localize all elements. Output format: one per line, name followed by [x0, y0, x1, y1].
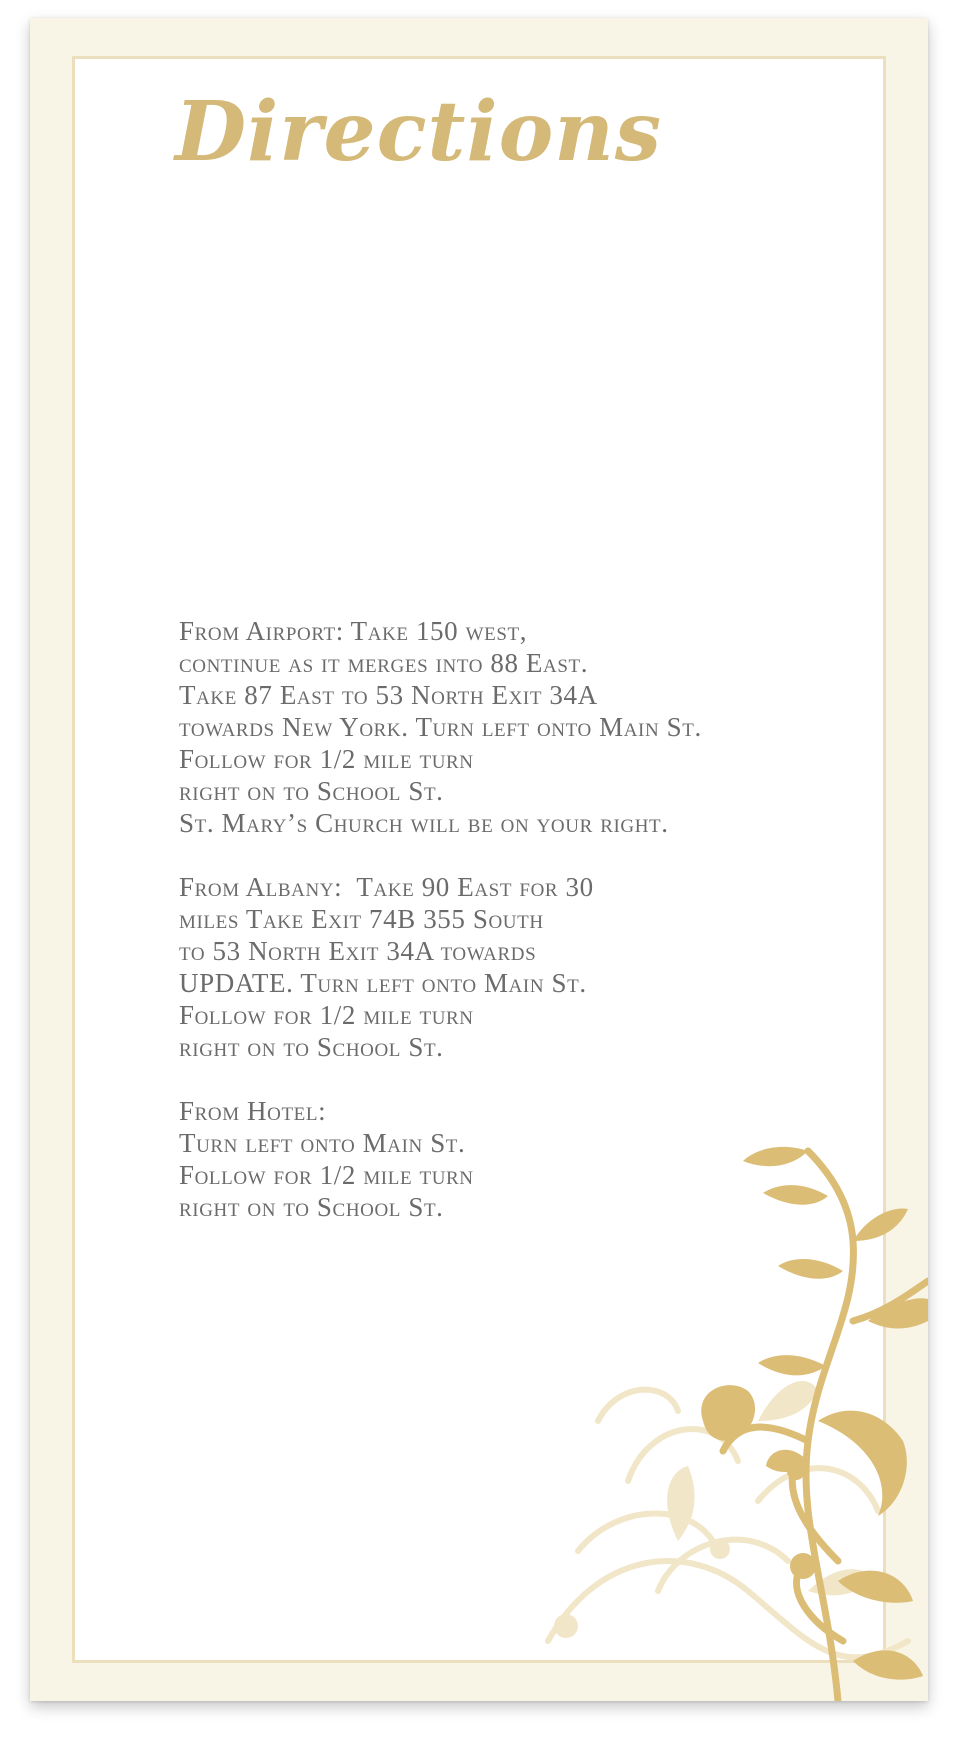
direction-line: Turn left onto Main St.	[179, 1128, 466, 1158]
direction-line: right on to School St.	[179, 1192, 444, 1222]
direction-line: right on to School St.	[179, 776, 444, 806]
direction-line: right on to School St.	[179, 1032, 444, 1062]
direction-line: Follow for 1/2 mile turn	[179, 1160, 474, 1190]
gold-floral-flourish-icon	[508, 1121, 928, 1701]
direction-line: Follow for 1/2 mile turn	[179, 1000, 474, 1030]
direction-line: miles Take Exit 74B 355 South	[179, 904, 544, 934]
direction-line: Follow for 1/2 mile turn	[179, 744, 474, 774]
direction-line: Take 87 East to 53 North Exit 34A	[179, 680, 598, 710]
direction-line: From Airport: Take 150 west,	[179, 616, 528, 646]
direction-line: St. Mary’s Church will be on your right.	[179, 808, 669, 838]
direction-line: towards New York. Turn left onto Main St.	[179, 712, 702, 742]
direction-line: continue as it merges into 88 East.	[179, 648, 589, 678]
direction-line: UPDATE. Turn left onto Main St.	[179, 968, 587, 998]
direction-line: From Hotel:	[179, 1096, 327, 1126]
directions-section-airport	[179, 615, 702, 839]
directions-section-albany	[179, 871, 702, 1063]
direction-line: to 53 North Exit 34A towards	[179, 936, 537, 966]
directions-card	[30, 18, 928, 1701]
card-title: Directions	[175, 84, 663, 180]
direction-line: From Albany: Take 90 East for 30	[179, 872, 594, 902]
